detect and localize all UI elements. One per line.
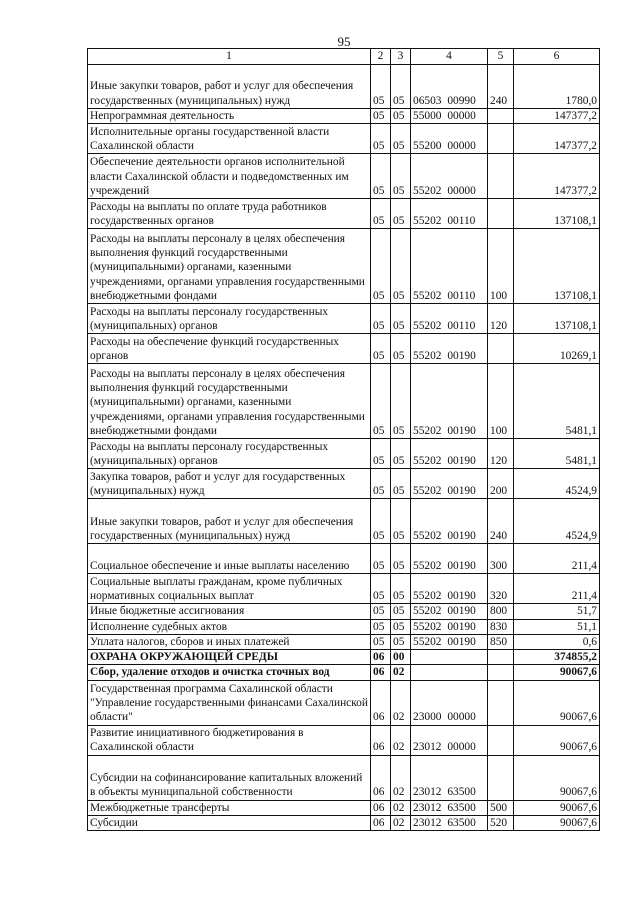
table-row [88, 680, 600, 725]
row-amount-cell: 4524,9 [514, 499, 600, 544]
table-row [88, 800, 600, 815]
row-section-cell: 05 [371, 499, 391, 544]
header-cell-target-article: 4 [411, 49, 488, 65]
row-subsection-cell: 05 [391, 499, 411, 544]
row-subsection-cell: 02 [391, 665, 411, 680]
row-subsection-cell: 05 [391, 574, 411, 604]
header-cell-expense-type: 5 [488, 49, 514, 65]
row-target-article-cell: 55202 00190 [411, 544, 488, 574]
row-section-cell: 05 [371, 634, 391, 649]
table-row [88, 755, 600, 800]
table-row [88, 229, 600, 304]
row-expense-type-cell: 100 [488, 364, 514, 439]
row-expense-type-cell: 830 [488, 619, 514, 634]
row-subsection-cell: 05 [391, 439, 411, 469]
row-name-cell: Государственная программа Сахалинской области "Управление государственными финансами Сахалинской области" [88, 680, 371, 725]
row-amount-cell: 0,6 [514, 634, 600, 649]
table-row [88, 725, 600, 755]
row-amount-cell: 211,4 [514, 574, 600, 604]
row-target-article-cell: 55202 00190 [411, 634, 488, 649]
row-name-cell: Иные бюджетные ассигнования [88, 604, 371, 619]
row-target-article-cell: 55202 00190 [411, 439, 488, 469]
table-row [88, 499, 600, 544]
row-expense-type-cell: 240 [488, 65, 514, 109]
row-expense-type-cell [488, 334, 514, 364]
row-section-cell: 05 [371, 604, 391, 619]
row-target-article-cell: 55202 00000 [411, 154, 488, 199]
row-amount-cell: 137108,1 [514, 304, 600, 334]
row-section-cell: 06 [371, 800, 391, 815]
row-amount-cell: 137108,1 [514, 199, 600, 229]
row-section-cell: 05 [371, 574, 391, 604]
row-target-article-cell: 55000 00000 [411, 109, 488, 124]
row-subsection-cell: 05 [391, 634, 411, 649]
header-cell-name: 1 [88, 49, 371, 65]
row-name-cell: Расходы на выплаты персоналу в целях обеспечения выполнения функций государственными (муниципальными) органами, казенными учреждениями, органами управления государственными внебюджетными фондами [88, 229, 371, 304]
row-name-cell: Уплата налогов, сборов и иных платежей [88, 634, 371, 649]
row-expense-type-cell [488, 650, 514, 665]
row-section-cell: 05 [371, 439, 391, 469]
row-name-cell: Иные закупки товаров, работ и услуг для обеспечения государственных (муниципальных) нужд [88, 499, 371, 544]
row-section-cell: 05 [371, 619, 391, 634]
table-header-row [88, 49, 600, 65]
row-name-cell: Расходы на выплаты персоналу государственных (муниципальных) органов [88, 304, 371, 334]
table-row [88, 604, 600, 619]
row-target-article-cell: 55200 00000 [411, 124, 488, 154]
row-section-cell: 06 [371, 725, 391, 755]
row-subsection-cell: 05 [391, 604, 411, 619]
row-expense-type-cell [488, 199, 514, 229]
row-subsection-cell: 05 [391, 229, 411, 304]
row-expense-type-cell: 120 [488, 304, 514, 334]
row-expense-type-cell [488, 154, 514, 199]
row-target-article-cell: 55202 00190 [411, 334, 488, 364]
row-subsection-cell: 05 [391, 65, 411, 109]
row-section-cell: 05 [371, 109, 391, 124]
row-section-cell: 05 [371, 304, 391, 334]
row-target-article-cell: 55202 00190 [411, 499, 488, 544]
row-target-article-cell: 55202 00110 [411, 304, 488, 334]
row-section-cell: 06 [371, 650, 391, 665]
row-target-article-cell: 55202 00190 [411, 619, 488, 634]
row-section-cell: 05 [371, 469, 391, 499]
row-amount-cell: 137108,1 [514, 229, 600, 304]
row-subsection-cell: 05 [391, 154, 411, 199]
table-row [88, 124, 600, 154]
row-section-cell: 05 [371, 544, 391, 574]
table-row [88, 619, 600, 634]
row-name-cell: Развитие инициативного бюджетирования в Сахалинской области [88, 725, 371, 755]
row-section-cell: 05 [371, 199, 391, 229]
row-name-cell: Сбор, удаление отходов и очистка сточных вод [88, 665, 371, 680]
row-section-cell: 06 [371, 755, 391, 800]
row-section-cell: 06 [371, 680, 391, 725]
row-target-article-cell: 55202 00190 [411, 364, 488, 439]
row-amount-cell: 147377,2 [514, 124, 600, 154]
row-amount-cell: 5481,1 [514, 364, 600, 439]
row-expense-type-cell [488, 680, 514, 725]
row-section-cell: 05 [371, 229, 391, 304]
row-section-cell: 06 [371, 665, 391, 680]
row-amount-cell: 374855,2 [514, 650, 600, 665]
row-target-article-cell [411, 665, 488, 680]
row-amount-cell: 1780,0 [514, 65, 600, 109]
row-amount-cell: 90067,6 [514, 725, 600, 755]
row-section-cell: 05 [371, 65, 391, 109]
header-cell-subsection: 3 [391, 49, 411, 65]
row-subsection-cell: 02 [391, 680, 411, 725]
row-subsection-cell: 00 [391, 650, 411, 665]
row-name-cell: Расходы на выплаты по оплате труда работников государственных органов [88, 199, 371, 229]
row-subsection-cell: 02 [391, 725, 411, 755]
row-amount-cell: 90067,6 [514, 755, 600, 800]
row-target-article-cell: 55202 00190 [411, 574, 488, 604]
header-cell-amount: 6 [514, 49, 600, 65]
table-row [88, 574, 600, 604]
table-row [88, 816, 600, 831]
table-row [88, 634, 600, 649]
row-amount-cell: 90067,6 [514, 680, 600, 725]
row-amount-cell: 51,7 [514, 604, 600, 619]
row-expense-type-cell [488, 665, 514, 680]
row-name-cell: Расходы на обеспечение функций государственных органов [88, 334, 371, 364]
row-amount-cell: 10269,1 [514, 334, 600, 364]
table-row [88, 334, 600, 364]
row-amount-cell: 211,4 [514, 544, 600, 574]
row-section-cell: 05 [371, 364, 391, 439]
row-target-article-cell: 55202 00190 [411, 469, 488, 499]
row-subsection-cell: 05 [391, 199, 411, 229]
row-expense-type-cell: 300 [488, 544, 514, 574]
row-subsection-cell: 05 [391, 469, 411, 499]
row-expense-type-cell [488, 725, 514, 755]
row-name-cell: Межбюджетные трансферты [88, 800, 371, 815]
row-section-cell: 06 [371, 816, 391, 831]
row-expense-type-cell: 850 [488, 634, 514, 649]
table-row [88, 304, 600, 334]
table-body [88, 65, 600, 831]
row-target-article-cell: 23000 00000 [411, 680, 488, 725]
table-row [88, 469, 600, 499]
row-amount-cell: 90067,6 [514, 800, 600, 815]
row-name-cell: Закупка товаров, работ и услуг для государственных (муниципальных) нужд [88, 469, 371, 499]
row-name-cell: Исполнение судебных актов [88, 619, 371, 634]
row-expense-type-cell: 100 [488, 229, 514, 304]
row-subsection-cell: 05 [391, 109, 411, 124]
row-subsection-cell: 05 [391, 544, 411, 574]
table-row [88, 364, 600, 439]
row-amount-cell: 5481,1 [514, 439, 600, 469]
row-target-article-cell: 55202 00110 [411, 199, 488, 229]
row-section-cell: 05 [371, 124, 391, 154]
row-name-cell: Иные закупки товаров, работ и услуг для обеспечения государственных (муниципальных) нужд [88, 65, 371, 109]
row-name-cell: Социальные выплаты гражданам, кроме публичных нормативных социальных выплат [88, 574, 371, 604]
row-expense-type-cell [488, 755, 514, 800]
row-name-cell: Расходы на выплаты персоналу государственных (муниципальных) органов [88, 439, 371, 469]
table-row [88, 665, 600, 680]
row-target-article-cell: 06503 00990 [411, 65, 488, 109]
row-name-cell: Непрограммная деятельность [88, 109, 371, 124]
row-subsection-cell: 05 [391, 124, 411, 154]
row-subsection-cell: 05 [391, 364, 411, 439]
row-subsection-cell: 05 [391, 334, 411, 364]
row-amount-cell: 90067,6 [514, 665, 600, 680]
table-row [88, 439, 600, 469]
row-expense-type-cell [488, 124, 514, 154]
row-expense-type-cell: 320 [488, 574, 514, 604]
row-amount-cell: 90067,6 [514, 816, 600, 831]
row-expense-type-cell: 520 [488, 816, 514, 831]
row-expense-type-cell: 120 [488, 439, 514, 469]
row-expense-type-cell: 200 [488, 469, 514, 499]
row-subsection-cell: 02 [391, 816, 411, 831]
header-cell-section: 2 [371, 49, 391, 65]
row-expense-type-cell: 240 [488, 499, 514, 544]
row-amount-cell: 147377,2 [514, 109, 600, 124]
row-name-cell: Исполнительные органы государственной власти Сахалинской области [88, 124, 371, 154]
row-target-article-cell: 23012 63500 [411, 755, 488, 800]
row-subsection-cell: 02 [391, 755, 411, 800]
row-target-article-cell: 55202 00110 [411, 229, 488, 304]
table-row [88, 199, 600, 229]
row-name-cell: ОХРАНА ОКРУЖАЮЩЕЙ СРЕДЫ [88, 650, 371, 665]
row-subsection-cell: 05 [391, 619, 411, 634]
table-row [88, 109, 600, 124]
row-target-article-cell: 23012 63500 [411, 800, 488, 815]
row-target-article-cell: 23012 00000 [411, 725, 488, 755]
row-section-cell: 05 [371, 334, 391, 364]
row-name-cell: Обеспечение деятельности органов исполнительной власти Сахалинской области и подведомственных им учреждений [88, 154, 371, 199]
table-row [88, 154, 600, 199]
row-expense-type-cell: 500 [488, 800, 514, 815]
table-row [88, 65, 600, 109]
row-name-cell: Расходы на выплаты персоналу в целях обеспечения выполнения функций государственными (муниципальными) органами, казенными учреждениями, органами управления государственными внебюджетными фондами [88, 364, 371, 439]
row-expense-type-cell [488, 109, 514, 124]
row-subsection-cell: 05 [391, 304, 411, 334]
row-name-cell: Социальное обеспечение и иные выплаты населению [88, 544, 371, 574]
row-section-cell: 05 [371, 154, 391, 199]
table-row [88, 544, 600, 574]
row-expense-type-cell: 800 [488, 604, 514, 619]
table-row [88, 650, 600, 665]
row-amount-cell: 51,1 [514, 619, 600, 634]
row-target-article-cell: 23012 63500 [411, 816, 488, 831]
row-amount-cell: 147377,2 [514, 154, 600, 199]
row-name-cell: Субсидии на софинансирование капитальных вложений в объекты муниципальной собственности [88, 755, 371, 800]
row-target-article-cell: 55202 00190 [411, 604, 488, 619]
row-amount-cell: 4524,9 [514, 469, 600, 499]
budget-table [87, 48, 600, 831]
page-number: 95 [337, 34, 351, 49]
row-target-article-cell [411, 650, 488, 665]
row-name-cell: Субсидии [88, 816, 371, 831]
row-subsection-cell: 02 [391, 800, 411, 815]
